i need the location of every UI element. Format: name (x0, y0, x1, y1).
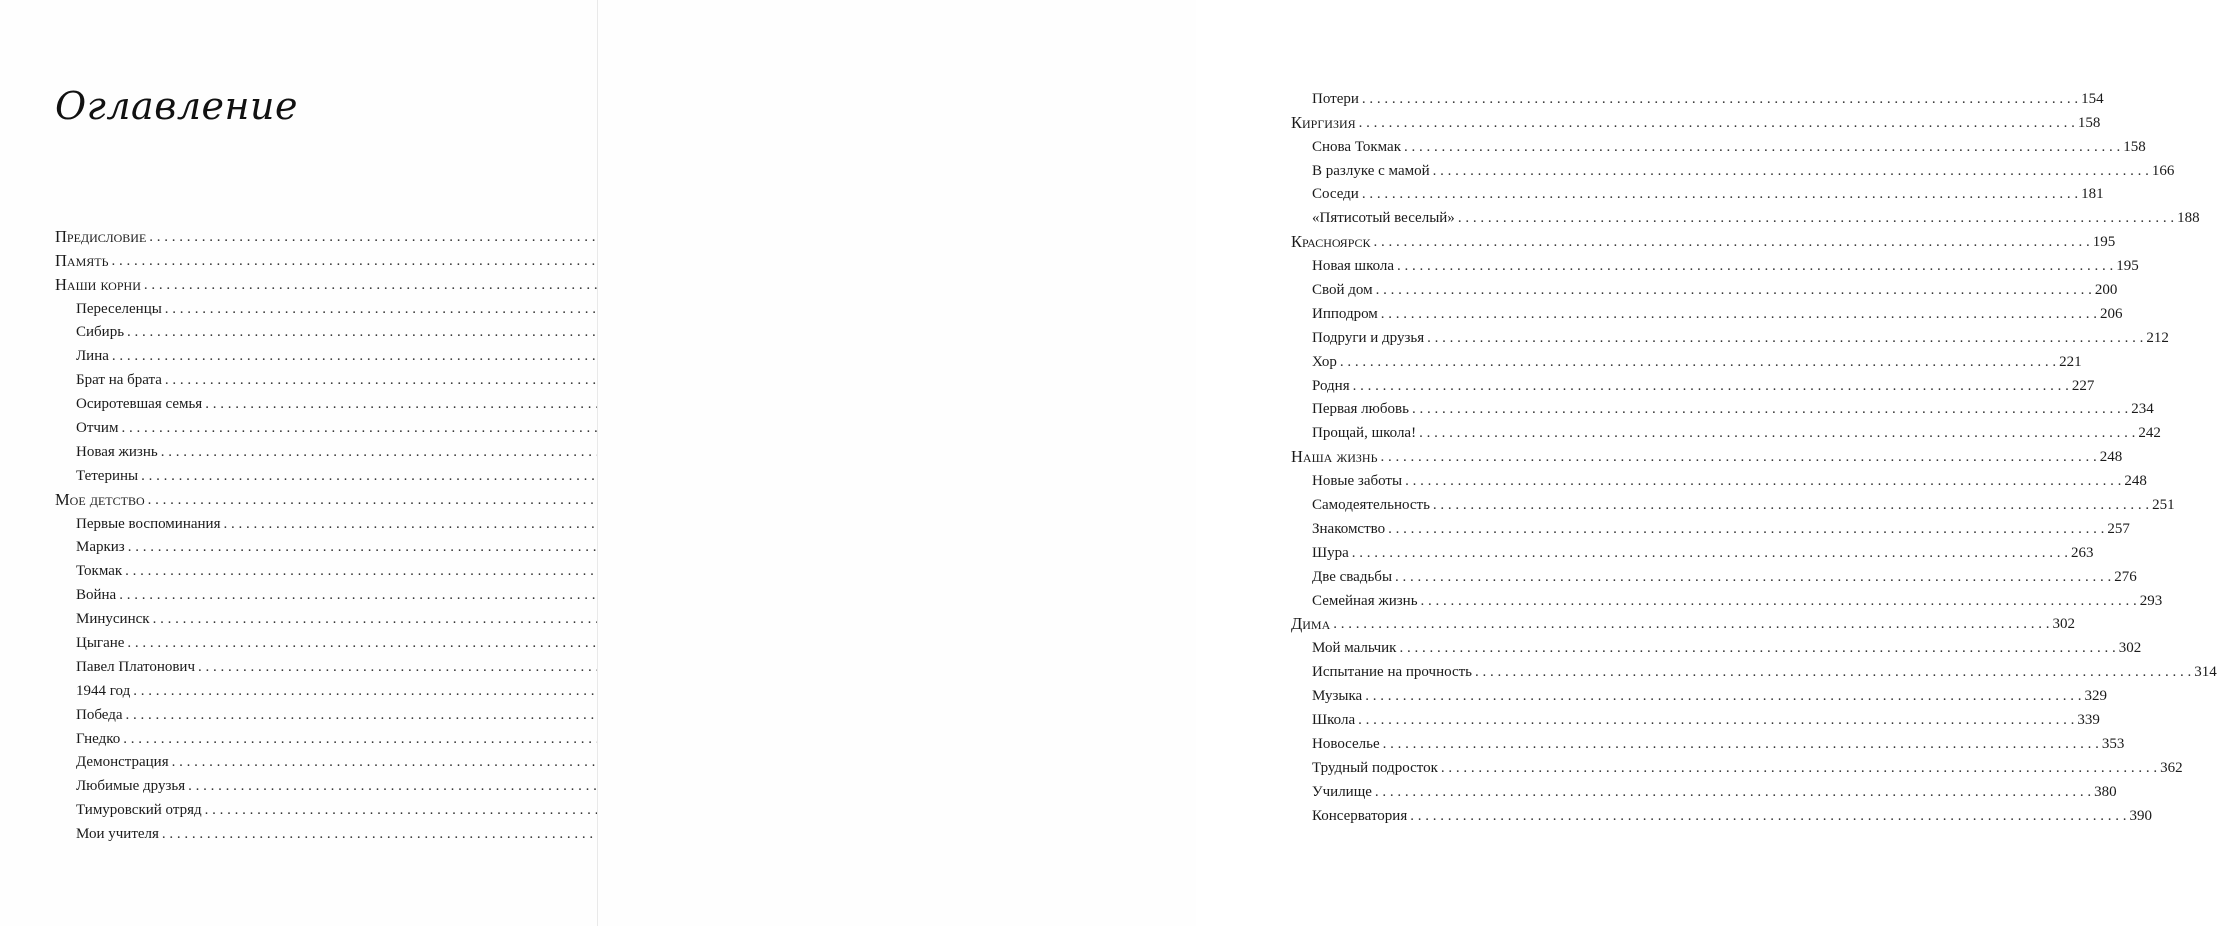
entry-page-number: 293 (2139, 592, 2163, 609)
dot-leader (1427, 329, 2143, 347)
entry-title: Трудный подросток (1312, 759, 1438, 776)
entry-title: Ипподром (1312, 305, 1378, 322)
dot-leader (1365, 687, 2081, 705)
toc-section-entry[interactable] (1291, 705, 2100, 729)
toc-section-entry[interactable] (1291, 753, 2183, 777)
entry-title: Красноярск (1291, 232, 1371, 252)
dot-leader (1395, 568, 2111, 586)
entry-title: Снова Токмак (1312, 138, 1401, 155)
entry-title: Новая школа (1312, 258, 1395, 275)
toc-section-entry[interactable] (1291, 657, 2217, 681)
toc-section-entry[interactable] (55, 748, 500, 772)
toc-section-entry[interactable] (55, 533, 500, 557)
entry-title: Хор (1312, 353, 1337, 370)
toc-section-entry[interactable] (1291, 132, 2146, 156)
toc-section-entry[interactable] (55, 413, 500, 437)
entry-title: Шура (1312, 544, 1349, 561)
entry-title: Родня (1312, 377, 1350, 394)
toc-section-entry[interactable] (55, 604, 500, 628)
toc-chapter-entry[interactable] (55, 485, 500, 509)
dot-leader (1458, 209, 2174, 227)
toc-chapter-entry[interactable] (55, 246, 500, 270)
toc-section-entry[interactable] (1291, 323, 2169, 347)
entry-title: 1944 год (76, 682, 131, 699)
entry-title: Школа (1312, 712, 1356, 729)
toc-section-entry[interactable] (55, 437, 500, 461)
dot-leader (1419, 424, 2135, 442)
toc-chapter-entry[interactable] (55, 270, 500, 294)
toc-section-entry[interactable] (1291, 251, 2139, 275)
entry-title: Мой мальчик (1312, 640, 1397, 657)
entry-title: Новые заботы (1312, 473, 1403, 490)
entry-title: Тетерины (76, 467, 139, 484)
toc-section-entry[interactable] (1291, 633, 2142, 657)
dot-leader (1441, 759, 2157, 777)
toc-section-entry[interactable] (1291, 156, 2175, 180)
toc-section-entry[interactable] (1291, 562, 2137, 586)
entry-page-number: 212 (2146, 329, 2169, 346)
entry-page-number: 329 (2084, 688, 2107, 705)
entry-page-number: 248 (2099, 449, 2123, 466)
dot-leader (1388, 520, 2104, 538)
entry-page-number: 234 (2131, 401, 2154, 418)
toc-section-entry[interactable] (55, 580, 500, 604)
entry-page-number: 158 (2077, 114, 2101, 131)
entry-page-number: 251 (2152, 497, 2175, 514)
toc-section-entry[interactable] (55, 628, 500, 652)
entry-title: Тимуровский отряд (76, 802, 202, 819)
entry-title: Наши корни (55, 274, 141, 294)
entry-title: Предисловие (55, 226, 147, 246)
dot-leader (1404, 138, 2120, 156)
entry-title: Переселенцы (76, 300, 162, 317)
entry-title: Музыка (1312, 688, 1363, 705)
toc-section-entry[interactable] (55, 700, 500, 724)
entry-page-number: 166 (2151, 162, 2175, 179)
toc-section-entry[interactable] (1291, 371, 2095, 395)
dot-leader (1380, 448, 2096, 466)
dot-leader (1359, 114, 2075, 132)
toc-section-entry[interactable] (55, 341, 500, 365)
entry-title: Наша жизнь (1291, 447, 1378, 467)
toc-section-entry[interactable] (55, 652, 500, 676)
entry-page-number: 276 (2114, 568, 2137, 585)
entry-page-number: 242 (2138, 425, 2161, 442)
dot-leader (1397, 257, 2113, 275)
toc-section-entry[interactable] (1291, 203, 2200, 227)
entry-title: Киргизия (1291, 112, 1356, 132)
entry-title: В разлуке с мамой (1312, 162, 1430, 179)
right-page (598, 0, 2217, 926)
entry-title: Дима (1291, 614, 1331, 634)
entry-title: Мои учителя (76, 826, 159, 843)
dot-leader (1433, 496, 2149, 514)
entry-title: Сибирь (76, 324, 125, 341)
entry-title: Токмак (76, 563, 123, 580)
entry-title: Прощай, школа! (1312, 425, 1417, 442)
toc-section-entry[interactable] (55, 365, 500, 389)
toc-section-entry[interactable] (55, 294, 500, 318)
dot-leader (1410, 807, 2126, 825)
entry-page-number: 263 (2071, 544, 2094, 561)
dot-leader (1352, 544, 2068, 562)
dot-leader (1421, 592, 2137, 610)
dot-leader (1362, 90, 2078, 108)
dot-leader (1475, 663, 2191, 681)
entry-page-number: 200 (2094, 282, 2118, 299)
entry-title: Новоселье (1312, 735, 1380, 752)
entry-page-number: 339 (2077, 712, 2100, 729)
toc-chapter-entry[interactable] (1291, 442, 2123, 467)
entry-title: Осиротевшая семья (76, 396, 203, 413)
entry-page-number: 195 (2092, 234, 2116, 251)
toc-section-entry[interactable] (55, 461, 500, 485)
toc-chapter-entry[interactable] (1291, 227, 2116, 252)
entry-title: Брат на брата (76, 372, 162, 389)
dot-leader (1362, 185, 2078, 203)
toc-section-entry[interactable] (55, 724, 500, 748)
toc-section-entry[interactable] (55, 676, 500, 700)
entry-title: Подруги и друзья (1312, 329, 1425, 346)
toc-chapter-entry[interactable] (1291, 108, 2101, 132)
entry-page-number: 380 (2094, 783, 2117, 800)
entry-title: Соседи (1312, 186, 1359, 203)
dot-leader (1412, 400, 2128, 418)
left-page (0, 0, 598, 926)
entry-title: Училище (1312, 783, 1372, 800)
dot-leader (1399, 639, 2115, 657)
entry-title: Маркиз (76, 539, 125, 556)
entry-page-number: 195 (2116, 258, 2139, 275)
entry-title: Любимые друзья (76, 778, 186, 795)
entry-title: Потери (1312, 90, 1359, 107)
toc-chapter-entry[interactable] (1291, 610, 2076, 634)
toc-section-entry[interactable] (1291, 514, 2130, 538)
toc-section-entry[interactable] (1291, 395, 2154, 419)
dot-leader (1376, 281, 2092, 299)
entry-title: Павел Платонович (76, 658, 196, 675)
entry-title: Новая жизнь (76, 443, 158, 460)
entry-page-number: 257 (2107, 520, 2130, 537)
toc-section-entry[interactable] (55, 771, 500, 795)
toc-section-entry[interactable] (55, 795, 500, 819)
dot-leader (1358, 711, 2074, 729)
dot-leader (1381, 305, 2097, 323)
toc-section-entry[interactable] (1291, 681, 2107, 705)
dot-leader (1333, 615, 2049, 633)
toc-section-entry[interactable] (1291, 275, 2118, 299)
entry-title: Мое детство (55, 489, 145, 509)
entry-title: Минусинск (76, 611, 150, 628)
dot-leader (1405, 472, 2121, 490)
entry-page-number: 302 (2052, 616, 2076, 633)
entry-page-number: 353 (2101, 735, 2125, 752)
toc-title: Оглавление (55, 84, 299, 128)
entry-page-number: 188 (2177, 210, 2200, 227)
entry-title: Испытание на прочность (1312, 664, 1473, 681)
dot-leader (1340, 353, 2056, 371)
dot-leader (1375, 783, 2091, 801)
entry-page-number: 154 (2081, 90, 2104, 107)
toc-section-entry[interactable] (55, 509, 500, 533)
entry-title: Свой дом (1312, 282, 1373, 299)
toc-section-entry[interactable] (1291, 586, 2163, 610)
entry-title: Гнедко (76, 730, 121, 747)
entry-page-number: 248 (2124, 473, 2147, 490)
entry-page-number: 206 (2100, 305, 2123, 322)
entry-title: Война (76, 587, 117, 604)
toc-section-entry[interactable] (1291, 777, 2117, 801)
toc-section-entry[interactable] (55, 556, 500, 580)
toc-section-entry[interactable] (55, 389, 500, 413)
entry-title: Лина (76, 348, 109, 365)
toc-section-entry[interactable] (1291, 299, 2123, 323)
entry-title: Отчим (76, 420, 119, 437)
dot-leader (1374, 233, 2090, 251)
entry-page-number: 390 (2129, 807, 2152, 824)
entry-title: Память (55, 250, 109, 270)
toc-section-entry[interactable] (1291, 729, 2125, 753)
entry-title: «Пятисотый веселый» (1312, 210, 1455, 227)
toc-section-entry[interactable] (1291, 347, 2082, 371)
entry-page-number: 221 (2059, 353, 2082, 370)
entry-title: Консерватория (1312, 807, 1408, 824)
entry-title: Две свадьбы (1312, 568, 1393, 585)
entry-title: Семейная жизнь (1312, 592, 1418, 609)
toc-section-entry[interactable] (1291, 418, 2161, 442)
entry-title: Самодеятельность (1312, 497, 1430, 514)
entry-page-number: 227 (2071, 377, 2095, 394)
entry-title: Первые воспоминания (76, 515, 221, 532)
toc-section-entry[interactable] (1291, 466, 2147, 490)
entry-page-number: 181 (2081, 186, 2104, 203)
toc-chapter-entry[interactable] (55, 222, 500, 246)
entry-title: Демонстрация (76, 754, 169, 771)
entry-title: Цыгане (76, 635, 125, 652)
entry-page-number: 302 (2118, 640, 2142, 657)
toc-section-entry[interactable] (1291, 538, 2094, 562)
entry-page-number: 158 (2123, 138, 2146, 155)
entry-title: Первая любовь (1312, 401, 1409, 418)
entry-title: Знакомство (1312, 520, 1386, 537)
entry-page-number: 314 (2194, 664, 2217, 681)
dot-leader (1383, 735, 2099, 753)
entry-page-number: 362 (2160, 759, 2183, 776)
toc-section-entry[interactable] (55, 318, 500, 342)
toc-section-entry[interactable] (1291, 490, 2175, 514)
toc-section-entry[interactable] (1291, 84, 2104, 108)
toc-list-left (55, 222, 500, 843)
entry-title: Победа (76, 706, 123, 723)
toc-section-entry[interactable] (55, 819, 500, 843)
dot-leader (1353, 377, 2069, 395)
toc-section-entry[interactable] (1291, 180, 2104, 204)
toc-section-entry[interactable] (1291, 801, 2152, 825)
dot-leader (1433, 162, 2149, 180)
toc-list-right (1291, 84, 2217, 825)
